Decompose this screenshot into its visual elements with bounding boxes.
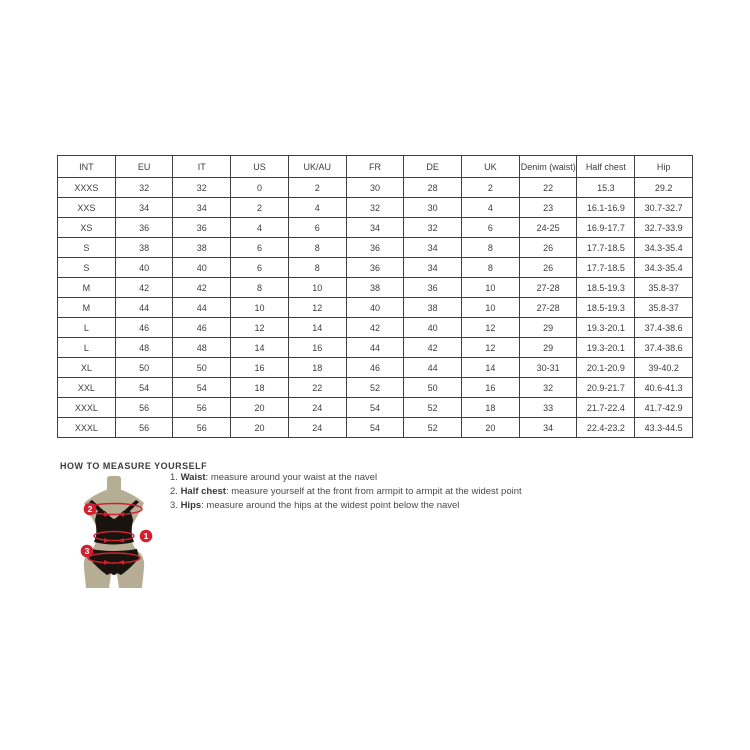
table-cell: 32 [404, 218, 462, 238]
table-cell: 20 [231, 418, 289, 438]
table-row [58, 238, 693, 258]
table-row [58, 418, 693, 438]
table-cell: 46 [346, 358, 404, 378]
table-cell: 15.3 [577, 178, 635, 198]
table-cell: 32.7-33.9 [635, 218, 693, 238]
table-cell: 22.4-23.2 [577, 418, 635, 438]
table-cell: XXXL [58, 418, 116, 438]
header-row [58, 156, 693, 178]
table-row [58, 258, 693, 278]
table-cell: L [58, 318, 116, 338]
table-cell: 46 [115, 318, 173, 338]
table-cell: 18 [231, 378, 289, 398]
table-cell: 29 [519, 338, 577, 358]
table-cell: 42 [404, 338, 462, 358]
badge-hips-number: 3 [84, 546, 90, 556]
table-cell: 6 [231, 258, 289, 278]
table-cell: 35.8-37 [635, 298, 693, 318]
table-cell: 54 [115, 378, 173, 398]
column-header-half-chest: Half chest [577, 156, 635, 178]
table-cell: 26 [519, 258, 577, 278]
table-cell: 38 [346, 278, 404, 298]
table-cell: XL [58, 358, 116, 378]
table-cell: 18 [288, 358, 346, 378]
table-row [58, 358, 693, 378]
table-cell: 34 [115, 198, 173, 218]
table-cell: 40.6-41.3 [635, 378, 693, 398]
table-cell: 20.9-21.7 [577, 378, 635, 398]
table-cell: 56 [173, 398, 231, 418]
table-cell: 50 [404, 378, 462, 398]
table-cell: 4 [231, 218, 289, 238]
table-cell: 12 [231, 318, 289, 338]
table-cell: 2 [231, 198, 289, 218]
table-cell: 40 [173, 258, 231, 278]
table-cell: 27-28 [519, 298, 577, 318]
table-cell: 12 [462, 318, 520, 338]
table-cell: 10 [231, 298, 289, 318]
table-cell: XXXL [58, 398, 116, 418]
table-cell: 29 [519, 318, 577, 338]
table-cell: 32 [115, 178, 173, 198]
step-text: : measure yourself at the front from armpit to armpit at the widest point [225, 486, 522, 497]
table-cell: 39-40.2 [635, 358, 693, 378]
table-row [58, 298, 693, 318]
table-cell: 44 [346, 338, 404, 358]
table-cell: 48 [115, 338, 173, 358]
table-cell: 34 [404, 238, 462, 258]
table-cell: 40 [115, 258, 173, 278]
measure-step-2 [170, 485, 522, 499]
table-cell: 34.3-35.4 [635, 258, 693, 278]
column-header-us: US [231, 156, 289, 178]
table-cell: 23 [519, 198, 577, 218]
step-text: : measure around your waist at the navel [205, 472, 378, 483]
table-cell: 10 [462, 298, 520, 318]
table-cell: 36 [115, 218, 173, 238]
size-chart-body [58, 178, 693, 438]
table-cell: 37.4-38.6 [635, 338, 693, 358]
table-row [58, 318, 693, 338]
table-cell: 37.4-38.6 [635, 318, 693, 338]
table-cell: 36 [346, 238, 404, 258]
table-cell: 28 [404, 178, 462, 198]
step-label: Waist [180, 472, 206, 483]
table-cell: 12 [288, 298, 346, 318]
measurement-figure [73, 476, 168, 596]
step-number: 3. [170, 500, 181, 511]
step-text: : measure around the hips at the widest point below the navel [201, 500, 460, 511]
column-header-eu: EU [115, 156, 173, 178]
table-cell: 30-31 [519, 358, 577, 378]
table-cell: 48 [173, 338, 231, 358]
table-cell: 14 [231, 338, 289, 358]
table-cell: 4 [462, 198, 520, 218]
table-row [58, 278, 693, 298]
measure-step-3 [170, 499, 500, 513]
table-cell: 32 [346, 198, 404, 218]
measure-steps [170, 471, 522, 513]
table-cell: 8 [462, 258, 520, 278]
table-cell: 52 [404, 418, 462, 438]
table-cell: 30 [346, 178, 404, 198]
table-cell: 17.7-18.5 [577, 238, 635, 258]
table-cell: 14 [288, 318, 346, 338]
size-chart [57, 155, 693, 438]
table-cell: 22 [519, 178, 577, 198]
table-cell: 50 [173, 358, 231, 378]
table-cell: 10 [462, 278, 520, 298]
table-cell: 19.3-20.1 [577, 318, 635, 338]
table-cell: 50 [115, 358, 173, 378]
table-cell: XXXS [58, 178, 116, 198]
table-cell: 2 [462, 178, 520, 198]
table-row [58, 178, 693, 198]
table-cell: 54 [346, 418, 404, 438]
table-cell: XXS [58, 198, 116, 218]
table-cell: S [58, 238, 116, 258]
table-cell: 26 [519, 238, 577, 258]
column-header-fr: FR [346, 156, 404, 178]
table-cell: 40 [346, 298, 404, 318]
table-cell: 42 [173, 278, 231, 298]
table-cell: L [58, 338, 116, 358]
table-cell: 36 [346, 258, 404, 278]
table-cell: 12 [462, 338, 520, 358]
table-cell: 16 [288, 338, 346, 358]
table-cell: 8 [462, 238, 520, 258]
table-cell: 8 [231, 278, 289, 298]
table-cell: 0 [231, 178, 289, 198]
table-cell: 29.2 [635, 178, 693, 198]
measure-step-1 [170, 471, 500, 485]
table-cell: 21.7-22.4 [577, 398, 635, 418]
table-row [58, 198, 693, 218]
table-cell: 54 [346, 398, 404, 418]
table-cell: 56 [173, 418, 231, 438]
mannequin-illustration [73, 476, 168, 596]
table-cell: 24 [288, 418, 346, 438]
table-cell: 54 [173, 378, 231, 398]
table-cell: 42 [346, 318, 404, 338]
table-cell: 14 [462, 358, 520, 378]
table-row [58, 378, 693, 398]
table-cell: 10 [288, 278, 346, 298]
table-cell: 24-25 [519, 218, 577, 238]
table-cell: 46 [173, 318, 231, 338]
table-cell: M [58, 298, 116, 318]
table-cell: 56 [115, 398, 173, 418]
table-cell: 18.5-19.3 [577, 278, 635, 298]
table-cell: 34 [404, 258, 462, 278]
table-cell: 22 [288, 378, 346, 398]
table-cell: 27-28 [519, 278, 577, 298]
table-cell: 41.7-42.9 [635, 398, 693, 418]
table-cell: S [58, 258, 116, 278]
table-cell: 38 [404, 298, 462, 318]
table-cell: 16 [231, 358, 289, 378]
table-cell: 6 [231, 238, 289, 258]
table-cell: 34 [346, 218, 404, 238]
step-label: Hips [180, 500, 202, 511]
table-cell: XXL [58, 378, 116, 398]
table-cell: 18 [462, 398, 520, 418]
table-cell: 17.7-18.5 [577, 258, 635, 278]
table-cell: 30 [404, 198, 462, 218]
table-cell: 4 [288, 198, 346, 218]
table-cell: 44 [115, 298, 173, 318]
table-cell: 24 [288, 398, 346, 418]
table-cell: 20.1-20.9 [577, 358, 635, 378]
table-cell: 20 [462, 418, 520, 438]
table-cell: 43.3-44.5 [635, 418, 693, 438]
table-cell: 38 [173, 238, 231, 258]
table-cell: 34.3-35.4 [635, 238, 693, 258]
column-header-uk-au: UK/AU [288, 156, 346, 178]
badge-half-chest-number: 2 [87, 504, 93, 514]
table-cell: 35.8-37 [635, 278, 693, 298]
table-cell: 6 [462, 218, 520, 238]
column-header-uk: UK [462, 156, 520, 178]
step-number: 2. [170, 486, 181, 497]
table-cell: 18.5-19.3 [577, 298, 635, 318]
table-cell: 36 [404, 278, 462, 298]
table-cell: 32 [519, 378, 577, 398]
table-cell: 2 [288, 178, 346, 198]
table-cell: 30.7-32.7 [635, 198, 693, 218]
table-cell: 56 [115, 418, 173, 438]
column-header-hip: Hip [635, 156, 693, 178]
table-cell: 44 [173, 298, 231, 318]
table-cell: 52 [404, 398, 462, 418]
table-cell: XS [58, 218, 116, 238]
table-row [58, 338, 693, 358]
table-cell: 34 [173, 198, 231, 218]
column-header-int: INT [58, 156, 116, 178]
table-cell: 34 [519, 418, 577, 438]
badge-waist-number: 1 [143, 531, 149, 541]
table-cell: 16.1-16.9 [577, 198, 635, 218]
table-cell: 40 [404, 318, 462, 338]
table-cell: 32 [173, 178, 231, 198]
step-number: 1. [170, 472, 181, 483]
table-cell: 8 [288, 258, 346, 278]
table-cell: M [58, 278, 116, 298]
table-row [58, 398, 693, 418]
table-cell: 16 [462, 378, 520, 398]
table-cell: 44 [404, 358, 462, 378]
column-header-it: IT [173, 156, 231, 178]
column-header-denim-waist: Denim (waist) [519, 156, 577, 178]
table-cell: 6 [288, 218, 346, 238]
measure-heading: HOW TO MEASURE YOURSELF [60, 461, 208, 471]
table-cell: 19.3-20.1 [577, 338, 635, 358]
table-row [58, 218, 693, 238]
column-header-de: DE [404, 156, 462, 178]
table-cell: 42 [115, 278, 173, 298]
table-cell: 52 [346, 378, 404, 398]
table-cell: 33 [519, 398, 577, 418]
table-cell: 20 [231, 398, 289, 418]
size-chart-header [58, 156, 693, 178]
table-cell: 8 [288, 238, 346, 258]
step-label: Half chest [180, 486, 226, 497]
table-cell: 16.9-17.7 [577, 218, 635, 238]
table-cell: 36 [173, 218, 231, 238]
table-cell: 38 [115, 238, 173, 258]
